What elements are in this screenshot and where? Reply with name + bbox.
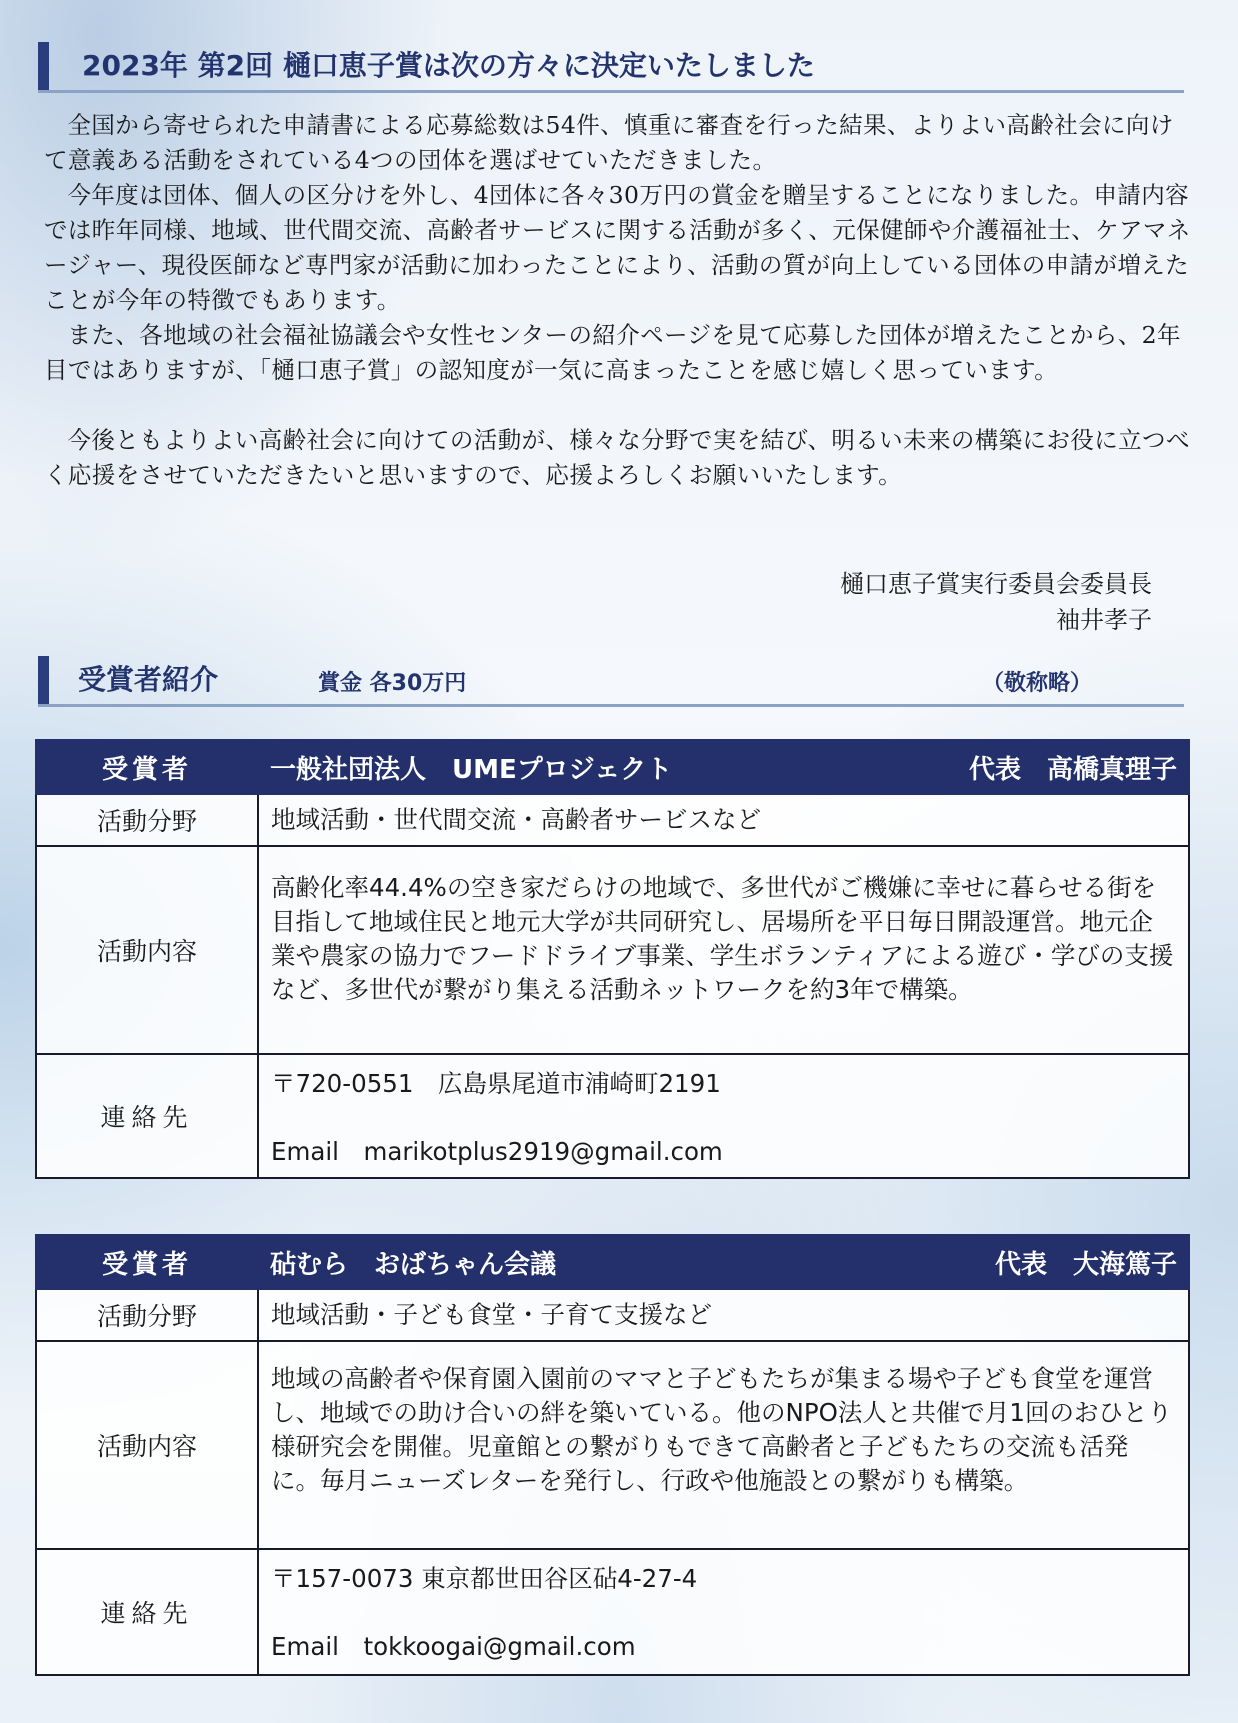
heading-accent-bar bbox=[38, 42, 49, 90]
prize-amount: 賞金 各30万円 bbox=[318, 671, 467, 696]
email-link[interactable]: Email tokkoogai@gmail.com bbox=[271, 1632, 636, 1661]
intro-paragraph: 全国から寄せられた申請書による応募総数は54件、慎重に審査を行った結果、よりよい高齢社会に向けて意義ある活動をされている4つの団体を選ばせていただきました。 bbox=[44, 111, 1174, 174]
content-label: 活動内容 bbox=[36, 846, 258, 1054]
award-table bbox=[35, 739, 1190, 1179]
field-row bbox=[36, 1289, 1189, 1341]
intro-text bbox=[44, 108, 1194, 493]
field-value: 地域活動・世代間交流・高齢者サービスなど bbox=[258, 794, 1189, 846]
award-header-row bbox=[36, 740, 1189, 794]
intro-paragraph: 今後ともよりよい高齢社会に向けての活動が、様々な分野で実を結び、明るい未来の構築にお役に立つべく応援をさせていただきたいと思いますので、応援よろしくお願いいたします。 bbox=[44, 426, 1190, 489]
intro-paragraph: また、各地域の社会福祉協議会や女性センターの紹介ページを見て応募した団体が増えたことから、2年目ではありますが、「樋口恵子賞」の認知度が一気に高まったことを感じ嬉しく思っています。 bbox=[44, 321, 1181, 384]
representative: 代表 高橋真理子 bbox=[968, 754, 1177, 785]
contact-row bbox=[36, 1549, 1189, 1675]
heading-title: 2023年 第2回 樋口恵子賞は次の方々に決定いたしました bbox=[82, 49, 815, 82]
awardee-cell bbox=[258, 1235, 1189, 1289]
contact-label: 連絡先 bbox=[36, 1054, 258, 1178]
heading-accent-bar bbox=[38, 656, 49, 704]
email-link[interactable]: Email marikotplus2919@gmail.com bbox=[271, 1137, 723, 1166]
field-value: 地域活動・子ども食堂・子育て支援など bbox=[258, 1289, 1189, 1341]
contact-value bbox=[258, 1549, 1189, 1675]
honorific-note: （敬称略） bbox=[981, 671, 1092, 696]
contact-row bbox=[36, 1054, 1189, 1178]
awardee-label: 受賞者 bbox=[36, 1235, 258, 1289]
award-table bbox=[35, 1234, 1190, 1676]
award-header-row bbox=[36, 1235, 1189, 1289]
contact-value bbox=[258, 1054, 1189, 1178]
signature-block bbox=[840, 566, 1152, 638]
awardee-cell bbox=[258, 740, 1189, 794]
representative: 代表 大海篤子 bbox=[994, 1249, 1177, 1280]
content-label: 活動内容 bbox=[36, 1341, 258, 1549]
intro-paragraph: 今年度は団体、個人の区分けを外し、4団体に各々30万円の賞金を贈呈することになりました。申請内容では昨年同様、地域、世代間交流、高齢者サービスに関する活動が多く、元保健師や介護福祉士、ケアマネージャー、現役医師など専門家が活動に加わったことにより、活動の質が向上している団体の申請が増えたことが今年の特徴でもあります。 bbox=[44, 181, 1191, 314]
signature-role: 樋口恵子賞実行委員会委員長 bbox=[840, 570, 1152, 598]
org-name: 一般社団法人 UMEプロジェクト bbox=[270, 754, 673, 785]
content-value: 地域の高齢者や保育園入園前のママと子どもたちが集まる場や子ども食堂を運営し、地域での助け合いの絆を築いている。他のNPO法人と共催で月1回のおひとり様研究会を開催。児童館との繋がりもできて高齢者と子どもたちの交流も活発に。毎月ニューズレターを発行し、行政や他施設との繋がりも構築。 bbox=[258, 1341, 1189, 1549]
awardee-label: 受賞者 bbox=[36, 740, 258, 794]
contact-label: 連絡先 bbox=[36, 1549, 258, 1675]
field-row bbox=[36, 794, 1189, 846]
field-label: 活動分野 bbox=[36, 1289, 258, 1341]
field-label: 活動分野 bbox=[36, 794, 258, 846]
signature-name: 袖井孝子 bbox=[1056, 606, 1152, 634]
heading-title: 受賞者紹介 bbox=[78, 663, 219, 696]
content-value: 高齢化率44.4%の空き家だらけの地域で、多世代がご機嫌に幸せに暮らせる街を目指して地域住民と地元大学が共同研究し、居場所を平日毎日開設運営。地元企業や農家の協力でフードドライブ事業、学生ボランティアによる遊び・学びの支援など、多世代が繋がり集える活動ネットワークを約3年で構築。 bbox=[258, 846, 1189, 1054]
content-row bbox=[36, 846, 1189, 1054]
org-name: 砧むら おばちゃん会議 bbox=[270, 1249, 557, 1280]
section-heading-result bbox=[38, 42, 1184, 93]
address: 〒157-0073 東京都世田谷区砧4-27-4 bbox=[271, 1564, 698, 1593]
address: 〒720-0551 広島県尾道市浦崎町2191 bbox=[271, 1069, 721, 1098]
content-row bbox=[36, 1341, 1189, 1549]
section-heading-awardees bbox=[38, 652, 1184, 707]
